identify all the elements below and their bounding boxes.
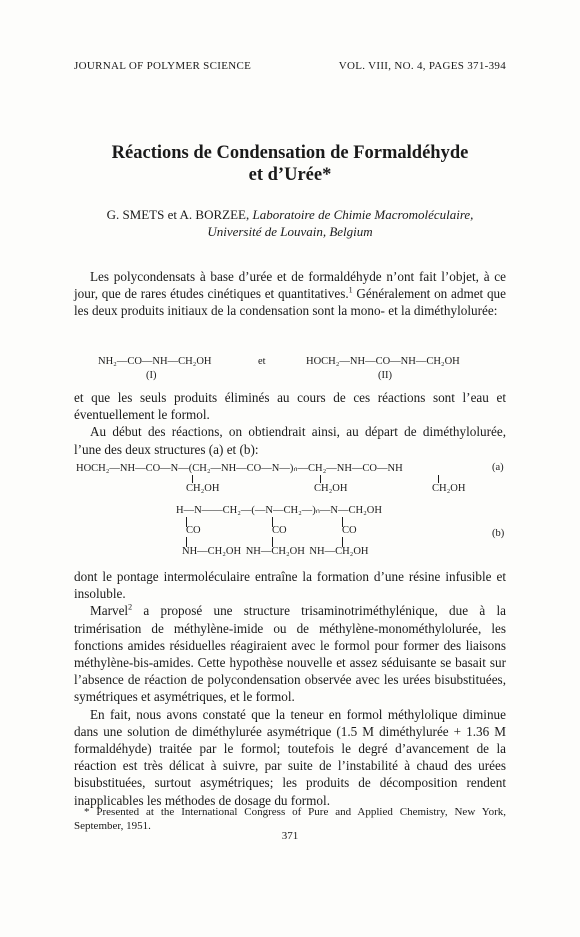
issue-info: VOL. VIII, NO. 4, PAGES 371-394 bbox=[338, 60, 506, 72]
structure-a-substituent: CH₂OH bbox=[314, 483, 348, 494]
paragraph-text: a proposé une structure trisaminotriméthylénique, due à la trimérisation de méthylène-imide ou de méthylène-monométhylolurée, les fonctions amides résiduelles réagiraient avec le formol pour former des liaisons méthylène-bis-amides. Cette hypothèse nouvelle et assez séduisante se basait sur l’absence de réaction de polycondensation observée avec les urées bisubstituées, symétriques et asymétriques, et le formol. bbox=[74, 603, 506, 705]
paragraph-text: En fait, nous avons constaté que la teneur en formol méthylolique diminue dans une solution de diméthylurée asymétrique (1.5 M diméthylurée + 1.36 M formaldéhyde) traitée par le formol; toutefois le degré d’avancement de la réaction est très délicat à suivre, par suite de l’instabilité à chaud des urées bisubstituées, surtout asymétriques; les produits de décomposition rendent inapplicables les méthodes de dosage du formol. bbox=[74, 706, 506, 808]
title-line-2: et d’Urée* bbox=[248, 165, 332, 185]
reference-marker: 1 bbox=[348, 285, 353, 295]
title-line-1: Réactions de Condensation de Formaldéhyde bbox=[111, 143, 469, 163]
structure-a-substituent: CH₂OH bbox=[186, 483, 220, 494]
page-number: 371 bbox=[281, 830, 299, 842]
affiliation-line-2: Université de Louvain, Belgium bbox=[207, 224, 373, 239]
structure-b-carbonyl: CO bbox=[186, 525, 201, 536]
running-header bbox=[74, 60, 506, 72]
paragraph-text: Généralement on admet que les deux produits initiaux de la condensation sont la mono- et la diméthylolurée: bbox=[74, 286, 506, 319]
structure-b-label: (b) bbox=[492, 528, 505, 539]
affiliation-line-1: Laboratoire de Chimie Macromoléculaire, bbox=[252, 207, 474, 222]
paragraph-text: Au début des réactions, on obtiendrait ainsi, au départ de diméthylolurée, l’une des deux structures (a) et (b): bbox=[74, 424, 506, 457]
paragraph-text: Marvel bbox=[90, 603, 129, 619]
footnote-text: * Presented at the International Congress of Pure and Applied Chemistry, New York, September, 1951. bbox=[74, 806, 506, 832]
reference-marker: 2 bbox=[128, 603, 133, 613]
structure-a-main: HOCH₂—NH—CO—N—(CH₂—NH—CO—N—)ₙ—CH₂—NH—CO—NH bbox=[76, 463, 403, 474]
footnote bbox=[74, 805, 506, 833]
structure-b-carbonyl: CO bbox=[272, 525, 287, 536]
journal-name: JOURNAL OF POLYMER SCIENCE bbox=[74, 60, 252, 72]
author-names: G. SMETS et A. BORZEE, bbox=[106, 207, 250, 222]
formula-monomethylolurea: NH₂—CO—NH—CH₂OH bbox=[98, 356, 212, 367]
structure-a-substituent: CH₂OH bbox=[432, 483, 466, 494]
paragraph-text: dont le pontage intermoléculaire entraîne la formation d’une résine infusible et insoluble. bbox=[74, 569, 506, 602]
paragraph-intro bbox=[74, 268, 506, 320]
formula-conjunction: et bbox=[258, 356, 266, 367]
formula-dimethylolurea: HOCH₂—NH—CO—NH—CH₂OH bbox=[306, 356, 460, 367]
structure-b-main: H—N——CH₂—(—N—CH₂—)ₙ—N—CH₂OH bbox=[176, 505, 382, 516]
paragraph-discussion bbox=[74, 568, 506, 809]
structure-a-label: (a) bbox=[492, 462, 504, 473]
article-title bbox=[60, 142, 520, 186]
structure-b-bottom: NH—CH₂OH NH—CH₂OH NH—CH₂OH bbox=[182, 546, 369, 557]
author-block bbox=[60, 206, 520, 240]
formula-label-ii: (II) bbox=[378, 370, 392, 381]
paragraph-eliminated bbox=[74, 389, 506, 458]
structure-b-carbonyl: CO bbox=[342, 525, 357, 536]
formula-label-i: (I) bbox=[146, 370, 157, 381]
paragraph-text: Les polycondensats à base d’urée et de formaldéhyde n’ont fait l’objet, à ce jour, que de rares études cinétiques et quantitatives. bbox=[74, 269, 506, 302]
paragraph-text: et que les seuls produits éliminés au cours de ces réactions sont l’eau et éventuellement le formol. bbox=[74, 390, 506, 423]
